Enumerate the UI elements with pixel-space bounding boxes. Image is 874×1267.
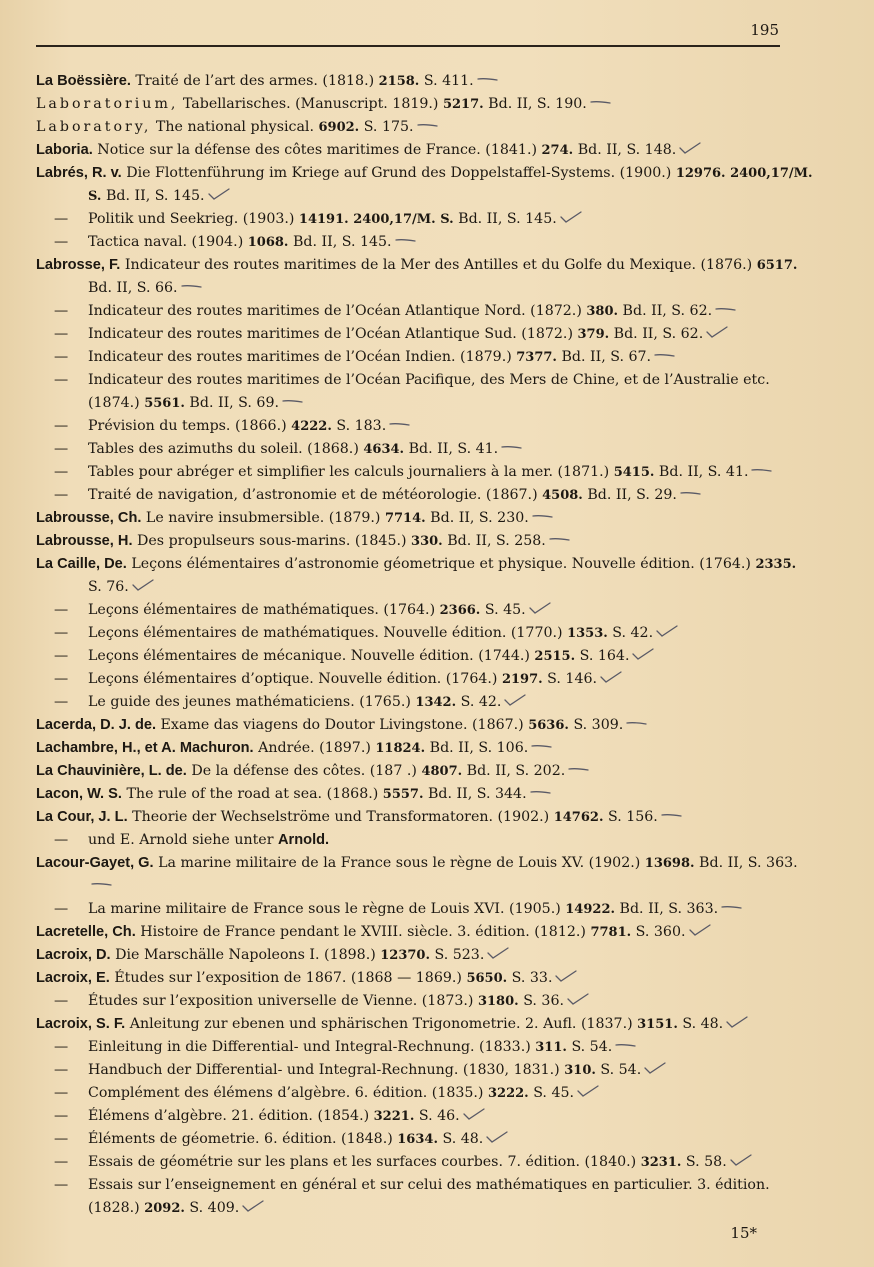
entry-author: La Chauvinière, L. de. xyxy=(36,763,187,779)
entry-reference: Bd. II, S. 344. xyxy=(423,786,527,802)
entry-author: Lacon, W. S. xyxy=(36,786,122,802)
ditto-dash: — xyxy=(54,648,69,664)
entry-reference: Bd. II, S. 230. xyxy=(425,510,529,526)
entry-number: 14762. xyxy=(553,810,604,825)
entry-reference: S. 45. xyxy=(528,1085,575,1101)
pencil-dash-mark-icon xyxy=(661,809,683,821)
entry-reference: Bd. II, S. 145. xyxy=(453,211,557,227)
entry-title: Die Marschälle Napoleons I. (1898.) xyxy=(110,947,381,963)
catalogue-entry xyxy=(36,806,814,829)
entry-title: Traité de l’art des armes. (1818.) xyxy=(130,73,379,89)
entry-title: Prévision du temps. (1866.) xyxy=(88,418,292,434)
entry-reference: S. 58. xyxy=(681,1154,727,1170)
entry-author: Laboria. xyxy=(36,142,93,158)
entry-title: Études sur l’exposition de 1867. (1868 — 1869.) xyxy=(109,970,467,986)
catalogue-entry xyxy=(36,553,814,599)
entry-number: 6902. xyxy=(318,120,360,135)
entry-title: Élémens d’algèbre. 21. édition. (1854.) xyxy=(88,1108,374,1124)
pencil-dash-mark-icon xyxy=(395,234,417,246)
catalogue-sub-entry xyxy=(36,622,814,645)
entry-title: Histoire de France pendant le XVIII. siècle. 3. édition. (1812.) xyxy=(135,924,591,940)
catalogue-entry xyxy=(36,737,814,760)
pencil-check-mark-icon xyxy=(730,1154,752,1166)
ditto-dash: — xyxy=(54,832,69,848)
entry-author: Labrousse, Ch. xyxy=(36,510,142,526)
entry-reference: Bd. II, S. 66. xyxy=(88,280,178,296)
entry-title: Handbuch der Differential- und Integral-Rechnung. (1830, 1831.) xyxy=(88,1062,565,1078)
entry-reference: S. 164. xyxy=(575,648,630,664)
entry-reference: Bd. II, S. 145. xyxy=(288,234,392,250)
entry-author: Lacroix, S. F. xyxy=(36,1016,126,1032)
pencil-check-mark-icon xyxy=(560,211,582,223)
entry-author: Labrés, R. v. xyxy=(36,165,122,181)
entry-reference: Bd. II, S. 145. xyxy=(101,188,205,204)
catalogue-entry xyxy=(36,139,814,162)
catalogue-entry xyxy=(36,116,814,139)
entry-title: Tables des azimuths du soleil. (1868.) xyxy=(88,441,364,457)
entry-author: La Caille, De. xyxy=(36,556,127,572)
catalogue-sub-entry xyxy=(36,438,814,461)
entry-title: Theorie der Wechselströme und Transformatoren. (1902.) xyxy=(127,809,554,825)
entry-author: Lacretelle, Ch. xyxy=(36,924,136,940)
ditto-dash: — xyxy=(54,625,69,641)
catalogue-sub-entry xyxy=(36,599,814,622)
entry-number: 1353. xyxy=(567,626,608,641)
pencil-check-mark-icon xyxy=(555,970,577,982)
entry-author: Labrosse, F. xyxy=(36,257,121,273)
entry-reference: S. 411. xyxy=(419,73,474,89)
pencil-check-mark-icon xyxy=(679,142,701,154)
pencil-dash-mark-icon xyxy=(531,740,553,752)
entry-number: 6517. xyxy=(756,258,798,273)
catalogue-entry xyxy=(36,254,814,300)
entry-number: 5217. xyxy=(442,97,484,112)
entry-number: 5557. xyxy=(382,787,424,802)
entry-title: Éléments de géometrie. 6. édition. (1848.) xyxy=(88,1131,398,1147)
entry-title: Tabellarisches. (Manuscript. 1819.) xyxy=(178,96,443,112)
entry-number: 4634. xyxy=(363,442,405,457)
entry-title: Leçons élémentaires d’astronomie géometrique et physique. Nouvelle édition. (1764.) xyxy=(126,556,756,572)
catalogue-sub-entry xyxy=(36,1105,814,1128)
catalogue-sub-entry xyxy=(36,1036,814,1059)
pencil-dash-mark-icon xyxy=(282,395,304,407)
pencil-dash-mark-icon xyxy=(501,441,523,453)
entry-reference: S. 54. xyxy=(566,1039,613,1055)
entry-author: Lacerda, D. J. de. xyxy=(36,717,157,733)
entry-number: 2197. xyxy=(501,672,543,687)
ditto-dash: — xyxy=(54,349,69,365)
entry-reference: S. 309. xyxy=(568,717,624,733)
entry-title: Leçons élémentaires de mécanique. Nouvelle édition. (1744.) xyxy=(88,648,535,664)
pencil-dash-mark-icon xyxy=(680,487,702,499)
catalogue-entry xyxy=(36,507,814,530)
entry-title: Indicateur des routes maritimes de l’Océan Atlantique Sud. (1872.) xyxy=(88,326,578,342)
entry-title: Leçons élémentaires de mathématiques. (1764.) xyxy=(88,602,440,618)
entry-reference: Bd. II, S. 258. xyxy=(442,533,546,549)
entry-number: 7781. xyxy=(590,925,632,940)
pencil-dash-mark-icon xyxy=(549,533,571,545)
entry-number: 11824. xyxy=(375,741,426,756)
entry-reference: S. 33. xyxy=(507,970,553,986)
catalogue-entry xyxy=(36,70,814,93)
entry-number: 274. xyxy=(541,143,574,158)
entry-reference: Bd. II, S. 106. xyxy=(425,740,529,756)
entry-keyword: Laboratory, xyxy=(36,119,152,135)
catalogue-entry xyxy=(36,852,814,898)
entry-number: 3221. xyxy=(373,1109,415,1124)
catalogue-sub-entry xyxy=(36,231,814,254)
ditto-dash: — xyxy=(54,372,69,388)
entry-number: 311. xyxy=(535,1040,567,1055)
catalogue-sub-entry xyxy=(36,346,814,369)
entry-title: Die Flottenführung im Kriege auf Grund des Doppelstaffel-Systems. (1900.) xyxy=(121,165,676,181)
entry-number: 5415. xyxy=(613,465,655,480)
ditto-dash: — xyxy=(54,303,69,319)
ditto-dash: — xyxy=(54,211,69,227)
pencil-dash-mark-icon xyxy=(91,878,113,890)
pencil-check-mark-icon xyxy=(208,188,230,200)
catalogue-sub-entry xyxy=(36,415,814,438)
pencil-dash-mark-icon xyxy=(417,119,439,131)
signature-mark: 15* xyxy=(730,1224,757,1242)
entry-author: La Cour, J. L. xyxy=(36,809,128,825)
pencil-dash-mark-icon xyxy=(615,1039,637,1051)
catalogue-entry xyxy=(36,944,814,967)
ditto-dash: — xyxy=(54,671,69,687)
entry-reference: S. 175. xyxy=(359,119,414,135)
entry-title: La marine militaire de la France sous le règne de Louis XV. (1902.) xyxy=(153,855,645,871)
entry-reference: Bd. II, S. 67. xyxy=(556,349,652,365)
entry-number: 3231. xyxy=(640,1155,682,1170)
entry-title: La marine militaire de France sous le règne de Louis XVI. (1905.) xyxy=(88,901,566,917)
ditto-dash: — xyxy=(54,1039,69,1055)
entry-number: 4508. xyxy=(542,488,583,503)
ditto-dash: — xyxy=(54,694,69,710)
pencil-check-mark-icon xyxy=(726,1016,748,1028)
ditto-dash: — xyxy=(54,487,69,503)
entry-title: Andrée. (1897.) xyxy=(253,740,376,756)
catalogue-sub-entry xyxy=(36,668,814,691)
pencil-dash-mark-icon xyxy=(477,73,499,85)
entry-reference: S. 523. xyxy=(430,947,485,963)
entry-number: 2515. xyxy=(534,649,576,664)
entry-reference: Bd. II, S. 62. xyxy=(618,303,713,319)
entry-title: Politik und Seekrieg. (1903.) xyxy=(88,211,299,227)
entry-reference: Bd. II, S. 148. xyxy=(573,142,677,158)
entry-title: Exame das viagens do Doutor Livingstone. (1867.) xyxy=(156,717,529,733)
ditto-dash: — xyxy=(54,1154,69,1170)
entry-author: Lacour-Gayet, G. xyxy=(36,855,154,871)
pencil-dash-mark-icon xyxy=(532,510,554,522)
pencil-dash-mark-icon xyxy=(389,418,411,430)
entry-reference: S. 360. xyxy=(631,924,686,940)
entry-reference: Bd. II, S. 363. xyxy=(694,855,798,871)
entry-title: Leçons élémentaires d’optique. Nouvelle édition. (1764.) xyxy=(88,671,502,687)
entry-number: 380. xyxy=(586,304,619,319)
ditto-dash: — xyxy=(54,901,69,917)
entry-title: Notice sur la défense des côtes maritimes de France. (1841.) xyxy=(92,142,542,158)
pencil-check-mark-icon xyxy=(504,694,526,706)
entry-title: und E. Arnold siehe unter xyxy=(88,832,279,848)
pencil-check-mark-icon xyxy=(600,671,622,683)
pencil-check-mark-icon xyxy=(463,1108,485,1120)
entry-reference: S. 36. xyxy=(518,993,564,1009)
catalogue-entry xyxy=(36,783,814,806)
pencil-dash-mark-icon xyxy=(654,349,676,361)
entry-number: 4222. xyxy=(291,419,332,434)
catalogue-sub-entry xyxy=(36,1059,814,1082)
pencil-check-mark-icon xyxy=(567,993,589,1005)
ditto-dash: — xyxy=(54,993,69,1009)
entry-number: 12976. 2400,17/M. S. xyxy=(88,166,813,204)
entry-title: Leçons élémentaires de mathématiques. Nouvelle édition. (1770.) xyxy=(88,625,568,641)
catalogue-entry xyxy=(36,530,814,553)
catalogue-sub-entry xyxy=(36,1082,814,1105)
entry-keyword: Laboratorium, xyxy=(36,96,179,112)
catalogue-entry xyxy=(36,714,814,737)
entry-author: Lachambre, H., et A. Machuron. xyxy=(36,740,254,756)
ditto-dash: — xyxy=(54,418,69,434)
entry-number: 7714. xyxy=(384,511,426,526)
entry-title: Le guide des jeunes mathématiciens. (1765.) xyxy=(88,694,416,710)
entry-title: Essais sur l’enseignement en général et sur celui des mathématiques en particulier. 3. édition. (1828.) xyxy=(88,1177,770,1216)
pencil-check-mark-icon xyxy=(632,648,654,660)
ditto-dash: — xyxy=(54,1062,69,1078)
pencil-dash-mark-icon xyxy=(181,280,203,292)
pencil-check-mark-icon xyxy=(644,1062,666,1074)
entry-title: Le navire insubmersible. (1879.) xyxy=(141,510,385,526)
entry-title: The rule of the road at sea. (1868.) xyxy=(121,786,383,802)
entry-number: 14922. xyxy=(565,902,616,917)
ditto-dash: — xyxy=(54,602,69,618)
pencil-check-mark-icon xyxy=(656,625,678,637)
catalogue-sub-entry xyxy=(36,208,814,231)
entry-title: Indicateur des routes maritimes de l’Océan Atlantique Nord. (1872.) xyxy=(88,303,587,319)
entry-title: The national physical. xyxy=(151,119,319,135)
page-number: 195 xyxy=(750,21,779,39)
entry-title: Complément des élémens d’algèbre. 6. édition. (1835.) xyxy=(88,1085,488,1101)
pencil-dash-mark-icon xyxy=(721,901,743,913)
entry-reference: S. 48. xyxy=(437,1131,484,1147)
entry-number: 330. xyxy=(411,534,443,549)
entry-reference: Bd. II, S. 202. xyxy=(462,763,566,779)
ditto-dash: — xyxy=(54,441,69,457)
pencil-check-mark-icon xyxy=(486,1131,508,1143)
entry-title: Indicateur des routes maritimes de l’Océan Indien. (1879.) xyxy=(88,349,517,365)
entry-reference: Bd. II, S. 190. xyxy=(483,96,587,112)
pencil-check-mark-icon xyxy=(487,947,509,959)
catalogue-sub-entry xyxy=(36,691,814,714)
entry-title: Essais de géométrie sur les plans et les surfaces courbes. 7. édition. (1840.) xyxy=(88,1154,641,1170)
catalogue-sub-entry xyxy=(36,461,814,484)
entry-number: 3222. xyxy=(487,1086,529,1101)
entry-number: 5636. xyxy=(528,718,569,733)
entry-author: Lacroix, E. xyxy=(36,970,110,986)
ditto-dash: — xyxy=(54,1131,69,1147)
pencil-dash-mark-icon xyxy=(751,464,773,476)
entry-author: Labrousse, H. xyxy=(36,533,133,549)
entry-reference: S. 76. xyxy=(88,579,129,595)
pencil-check-mark-icon xyxy=(132,579,154,591)
entry-title: Indicateur des routes maritimes de la Mer des Antilles et du Golfe du Mexique. (1876.) xyxy=(120,257,757,273)
pencil-check-mark-icon xyxy=(242,1200,264,1212)
entry-number: 1068. xyxy=(247,235,289,250)
entry-reference: S. 46. xyxy=(414,1108,460,1124)
entry-number: 12370. xyxy=(380,948,431,963)
entry-number: 5561. xyxy=(144,396,185,411)
entry-reference: Bd. II, S. 69. xyxy=(184,395,279,411)
entry-number: 2366. xyxy=(439,603,481,618)
pencil-check-mark-icon xyxy=(706,326,728,338)
entry-title: Einleitung in die Differential- und Integral-Rechnung. (1833.) xyxy=(88,1039,536,1055)
catalogue-sub-entry xyxy=(36,1151,814,1174)
catalogue-entry xyxy=(36,1013,814,1036)
ditto-dash: — xyxy=(54,1085,69,1101)
catalogue-sub-entry xyxy=(36,323,814,346)
entry-reference: S. 42. xyxy=(607,625,654,641)
entry-number: 4807. xyxy=(421,764,463,779)
entry-number: 2158. xyxy=(378,74,420,89)
catalogue-sub-entry xyxy=(36,300,814,323)
entry-reference: S. 183. xyxy=(331,418,387,434)
catalogue-entry xyxy=(36,162,814,208)
ditto-dash: — xyxy=(54,1108,69,1124)
entry-author: Lacroix, D. xyxy=(36,947,111,963)
entry-number: 1634. xyxy=(397,1132,438,1147)
catalogue-sub-entry xyxy=(36,1174,814,1220)
entry-reference: S. 146. xyxy=(542,671,598,687)
entry-reference: Bd. II, S. 363. xyxy=(615,901,719,917)
pencil-dash-mark-icon xyxy=(530,786,552,798)
catalogue-sub-entry xyxy=(36,645,814,668)
pencil-dash-mark-icon xyxy=(715,303,737,315)
catalogue-sub-entry xyxy=(36,369,814,415)
catalogue-entry xyxy=(36,93,814,116)
entry-reference: S. 54. xyxy=(595,1062,642,1078)
entry-number: 310. xyxy=(564,1063,596,1078)
pencil-check-mark-icon xyxy=(577,1085,599,1097)
entry-number: 1342. xyxy=(415,695,457,710)
entry-number: 13698. xyxy=(644,856,695,871)
entry-number: 3151. xyxy=(637,1017,678,1032)
entry-number: 379. xyxy=(577,327,610,342)
entry-number: 2092. xyxy=(144,1201,185,1216)
pencil-dash-mark-icon xyxy=(626,717,648,729)
entry-title: Des propulseurs sous-marins. (1845.) xyxy=(132,533,412,549)
entry-title: Traité de navigation, d’astronomie et de météorologie. (1867.) xyxy=(88,487,543,503)
catalogue-sub-entry xyxy=(36,990,814,1013)
pencil-dash-mark-icon xyxy=(590,96,612,108)
entry-reference: S. 42. xyxy=(456,694,502,710)
entry-reference: Bd. II, S. 41. xyxy=(654,464,749,480)
entry-reference: S. 156. xyxy=(603,809,658,825)
catalogue-entry xyxy=(36,967,814,990)
pencil-dash-mark-icon xyxy=(568,763,590,775)
entry-title: Tables pour abréger et simplifier les calculs journaliers à la mer. (1871.) xyxy=(88,464,614,480)
entry-reference: Bd. II, S. 29. xyxy=(582,487,677,503)
entry-title: De la défense des côtes. (187 .) xyxy=(186,763,422,779)
ditto-dash: — xyxy=(54,234,69,250)
catalogue-entry xyxy=(36,760,814,783)
catalogue-sub-entry xyxy=(36,898,814,921)
catalogue-entry xyxy=(36,921,814,944)
entry-number: 14191. 2400,17/M. S. xyxy=(298,212,454,227)
entry-number: 7377. xyxy=(516,350,557,365)
catalogue-sub-entry xyxy=(36,829,814,852)
entry-number: 3180. xyxy=(477,994,519,1009)
catalogue-entries xyxy=(36,70,814,1220)
entry-title: Études sur l’exposition universelle de Vienne. (1873.) xyxy=(88,993,478,1009)
catalogue-sub-entry xyxy=(36,1128,814,1151)
entry-reference: S. 45. xyxy=(480,602,526,618)
header-rule xyxy=(36,45,780,47)
entry-reference: S. 48. xyxy=(677,1016,724,1032)
ditto-dash: — xyxy=(54,1177,69,1193)
entry-reference: Bd. II, S. 62. xyxy=(609,326,704,342)
ditto-dash: — xyxy=(54,326,69,342)
entry-author: La Boëssière. xyxy=(36,73,131,89)
entry-title: Indicateur des routes maritimes de l’Océan Pacifique, des Mers de Chine, et de l’Australie etc. (1874.) xyxy=(88,372,770,411)
entry-number: 2335. xyxy=(755,557,797,572)
pencil-check-mark-icon xyxy=(689,924,711,936)
ditto-dash: — xyxy=(54,464,69,480)
entry-number: 5650. xyxy=(466,971,508,986)
catalogue-sub-entry xyxy=(36,484,814,507)
pencil-check-mark-icon xyxy=(529,602,551,614)
entry-reference: S. 409. xyxy=(184,1200,240,1216)
entry-title: Tactica naval. (1904.) xyxy=(88,234,248,250)
entry-title: Anleitung zur ebenen und sphärischen Trigonometrie. 2. Aufl. (1837.) xyxy=(125,1016,638,1032)
entry-cross-reference: Arnold. xyxy=(278,832,330,848)
entry-reference: Bd. II, S. 41. xyxy=(404,441,499,457)
